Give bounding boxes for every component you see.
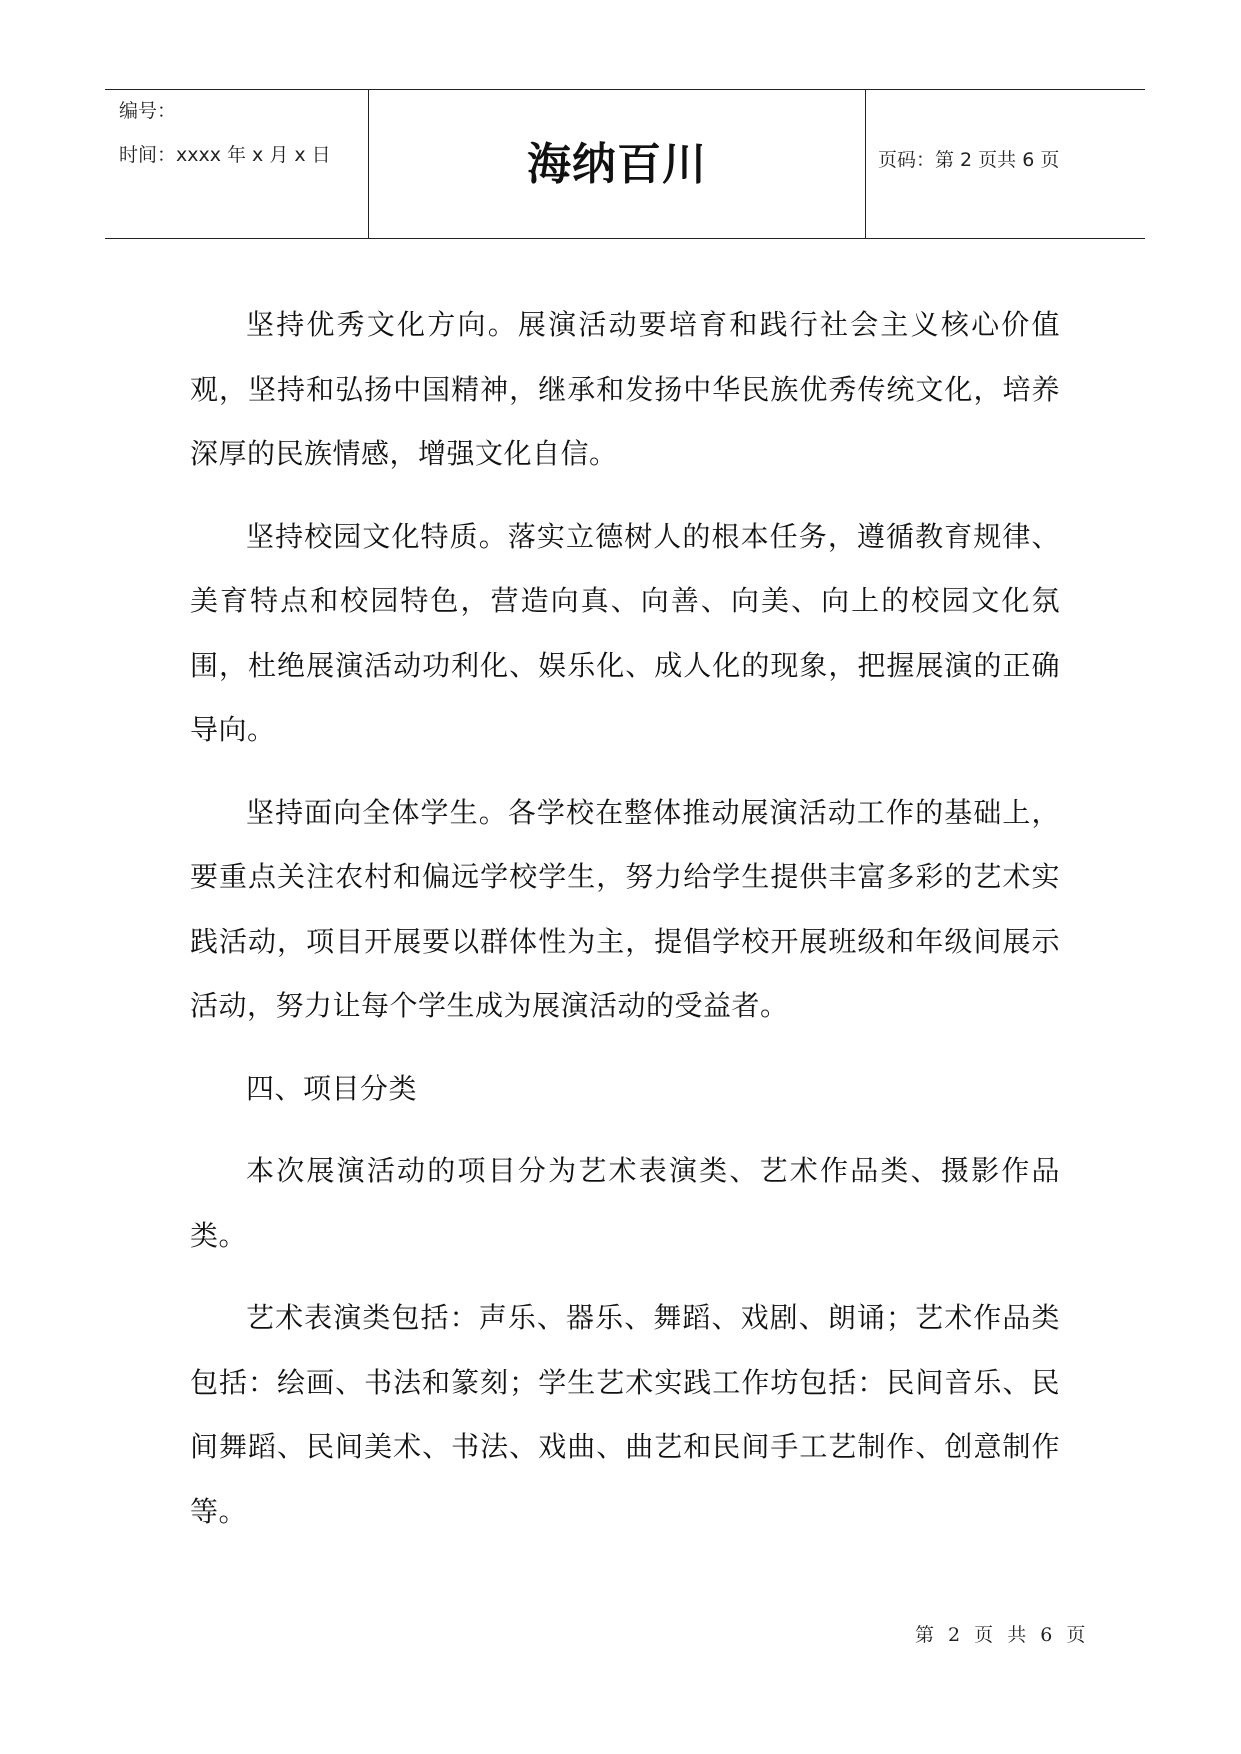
paragraph: 坚持校园文化特质。落实立德树人的根本任务，遵循教育规律、美育特点和校园特色，营造向真、向善、向美、向上的校园文化氛围，杜绝展演活动功利化、娱乐化、成人化的现象，把握展演的正确导向。 [190, 519, 1060, 746]
document-number-label: 编号： [119, 100, 177, 122]
paragraph: 坚持面向全体学生。各学校在整体推动展演活动工作的基础上，要重点关注农村和偏远学校学生，努力给学生提供丰富多彩的艺术实践活动，项目开展要以群体性为主，提倡学校开展班级和年级间展示活动，努力让每个学生成为展演活动的受益者。 [190, 795, 1060, 1022]
page-footer: 第 2 页 共 6 页 [915, 1624, 1090, 1646]
header-left-cell [105, 90, 369, 238]
document-header [105, 89, 1145, 239]
paragraph: 艺术表演类包括：声乐、器乐、舞蹈、戏剧、朗诵；艺术作品类包括：绘画、书法和篆刻；学生艺术实践工作坊包括：民间音乐、民间舞蹈、民间美术、书法、戏曲、曲艺和民间手工艺制作、创意制作等。 [190, 1301, 1060, 1528]
paragraph: 本次展演活动的项目分为艺术表演类、艺术作品类、摄影作品类。 [190, 1154, 1060, 1252]
document-title: 海纳百川 [527, 139, 707, 190]
section-heading: 四、项目分类 [246, 1071, 418, 1105]
header-right-cell [866, 90, 1145, 238]
paragraph: 坚持优秀文化方向。展演活动要培育和践行社会主义核心价值观，坚持和弘扬中国精神，继承和发扬中华民族优秀传统文化，培养深厚的民族情感，增强文化自信。 [190, 308, 1060, 470]
header-page-info: 页码：第 2 页共 6 页 [878, 149, 1060, 171]
document-date-label: 时间：xxxx 年 x 月 x 日 [119, 144, 331, 166]
header-title-cell [369, 90, 866, 238]
document-body [190, 293, 1060, 1562]
